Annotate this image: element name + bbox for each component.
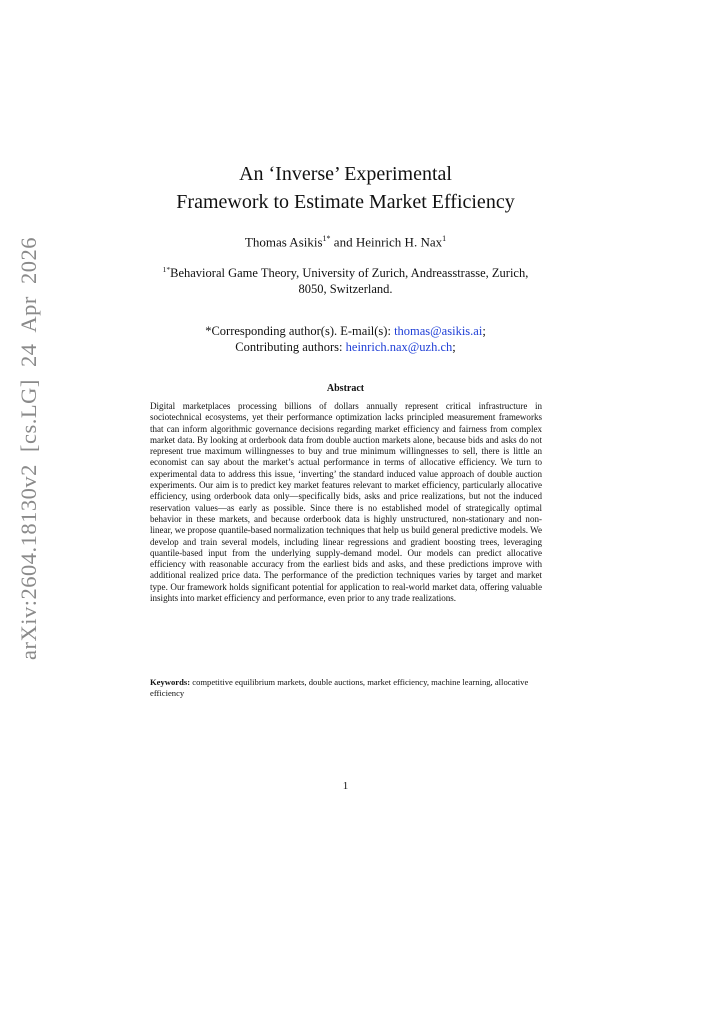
contributing-label: Contributing authors: (235, 340, 343, 354)
keywords (150, 677, 542, 700)
abstract-text: Digital marketplaces processing billions of dollars annually represent critical infrastructure in sociotechnical ecosystems, yet their performance optimization lacks principled measurement frameworks that can inform algorithmic governance decisions regarding market efficiency and fairness from complex market data. By looking at orderbook data from double auction markets alone, because bids and asks do not represent true maximum willingnesses to buy and true minimum willingnesses to sell, there is little an economist can say about the market’s actual performance in terms of allocative efficiency. We turn to experimental data to address this issue, ‘inverting’ the standard induced value approach of double auction experiments. Our aim is to predict key market features relevant to market efficiency, particularly allocative efficiency, using orderbook data only—specifically bids, asks and price realizations, but not the induced reservation values—as early as possible. Since there is no established model of strategically optimal behavior in these markets, and because orderbook data is highly unstructured, non-stationary and non-linear, we propose quantile-based normalization techniques that help us build general predictive models. We develop and train several models, including linear regressions and gradient boosting trees, leveraging quantile-based input from the underlying supply-demand model. Our models can predict allocative efficiency with reasonable accuracy from the earliest bids and asks, and these predictions improve with additional realized price data. The performance of the prediction techniques varies by target and market type. Our framework holds significant potential for application to real-world market data, offering valuable insights into market efficiency and performance, even prior to any trade realizations. (150, 401, 542, 604)
paper-title (0, 160, 691, 216)
arxiv-identifier-stamp (16, 237, 42, 660)
affiliation-line-2: 8050, Switzerland. (298, 282, 393, 297)
contributing-email-link[interactable]: heinrich.nax@uzh.ch (345, 340, 453, 354)
abstract-heading: Abstract (326, 383, 365, 394)
arxiv-category: [cs.LG] (16, 379, 41, 453)
keywords-text: competitive equilibrium markets, double auctions, market efficiency, machine learning, allocative efficiency (150, 677, 529, 699)
affiliation-mark: 1* (162, 265, 171, 274)
author-name: Heinrich H. Nax (355, 234, 443, 250)
arxiv-date: 24 Apr 2026 (16, 237, 41, 368)
correspondence-block (0, 323, 691, 355)
title-line-1: An ‘Inverse’ Experimental (239, 163, 452, 185)
separator: ; (452, 340, 456, 354)
keywords-label: Keywords: (150, 677, 191, 687)
page-number: 1 (342, 780, 349, 792)
corresponding-label: *Corresponding author(s). E-mail(s): (205, 324, 391, 338)
author-list (0, 234, 691, 250)
author-name: Thomas Asikis (244, 234, 323, 250)
author-connector: and (333, 234, 353, 250)
corresponding-email-link[interactable]: thomas@asikis.ai (394, 324, 483, 338)
affiliation (0, 262, 691, 297)
arxiv-id: arXiv:2604.18130v2 (16, 464, 41, 660)
title-line-2: Framework to Estimate Market Efficiency (176, 191, 515, 213)
affiliation-line-1: Behavioral Game Theory, University of Zurich, Andreasstrasse, Zurich, (170, 266, 529, 281)
separator: ; (482, 324, 486, 338)
author-affiliation-mark: 1* (322, 234, 331, 243)
author-affiliation-mark: 1 (442, 234, 447, 243)
